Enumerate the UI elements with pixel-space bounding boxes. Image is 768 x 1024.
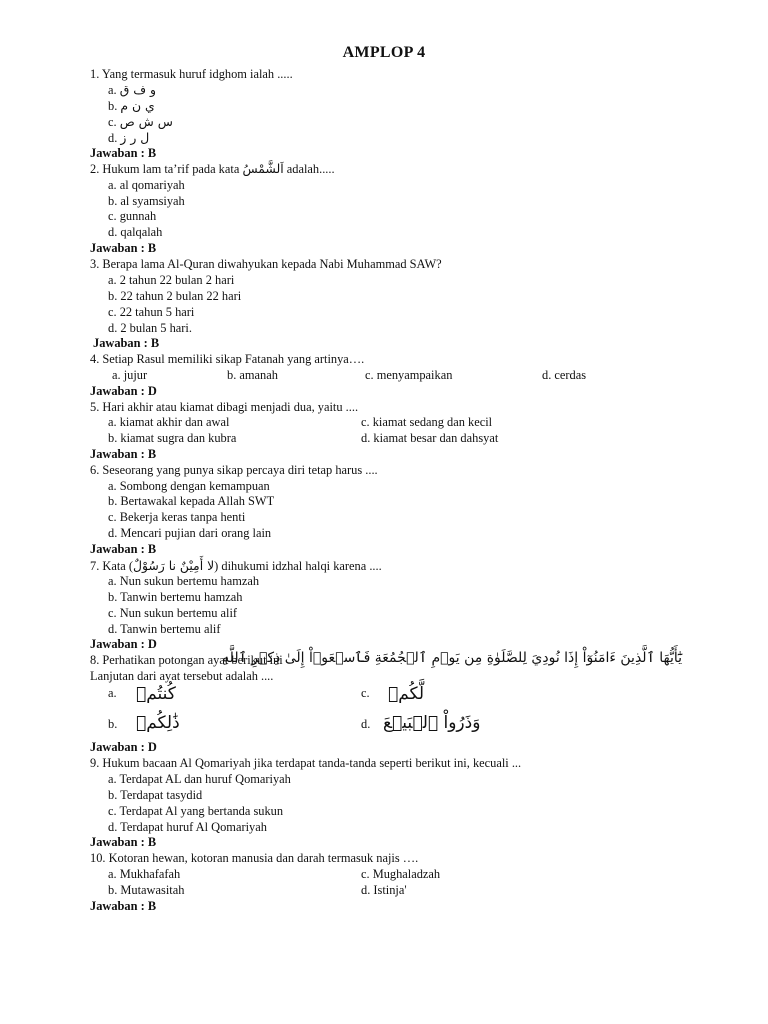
quran-verse: يَٰٓأَيُّهَا ٱلَّذِينَ ءَامَنُوٓاْ إِذَا نُودِيَ لِلصَّلَوٰةِ مِن يَوۡمِ ٱلۡجُمُعَةِ فَٱسۡعَوۡاْ إِلَىٰ ذِكۡرِ ٱللَّهِ bbox=[222, 650, 682, 666]
q10-option-d: d. Istinja' bbox=[361, 883, 407, 897]
q7-option-d: d. Tanwin bertemu alif bbox=[108, 622, 221, 636]
question-5: 5. Hari akhir atau kiamat dibagi menjadi dua, yaitu .... bbox=[90, 400, 359, 414]
question-3: 3. Berapa lama Al-Quran diwahyukan kepada Nabi Muhammad SAW? bbox=[90, 257, 442, 271]
q3-option-b: b. 22 tahun 2 bulan 22 hari bbox=[108, 289, 242, 303]
q3-answer: Jawaban : B bbox=[93, 336, 160, 350]
q8-option-c-label: c. bbox=[361, 686, 370, 700]
q5-answer: Jawaban : B bbox=[90, 447, 157, 461]
q2-option-c: c. gunnah bbox=[108, 209, 157, 223]
question-8: 8. Perhatikan potongan ayat berikut ini bbox=[90, 653, 283, 667]
q5-option-d: d. kiamat besar dan dahsyat bbox=[361, 431, 499, 445]
q7-option-a: a. Nun sukun bertemu hamzah bbox=[108, 574, 260, 588]
q10-option-c: c. Mughaladzah bbox=[361, 867, 441, 881]
q1-answer: Jawaban : B bbox=[90, 146, 157, 160]
q1-option-b: b. ي ن م bbox=[108, 98, 155, 113]
q7-answer: Jawaban : D bbox=[90, 637, 157, 651]
q8-option-d-arabic: وَذَرُواْ ٱلۡبَيۡعَ bbox=[383, 713, 481, 733]
question-1: 1. Yang termasuk huruf idghom ialah ..... bbox=[90, 67, 293, 81]
q1-option-d: d. ل ر ز bbox=[108, 130, 150, 145]
q7-option-b: b. Tanwin bertemu hamzah bbox=[108, 590, 243, 604]
q10-option-a: a. Mukhafafah bbox=[108, 867, 181, 881]
q4-option-d: d. cerdas bbox=[542, 368, 587, 382]
q6-option-b: b. Bertawakal kepada Allah SWT bbox=[108, 494, 275, 508]
q8-answer: Jawaban : D bbox=[90, 740, 157, 754]
q1-option-c: c. س ش ص bbox=[108, 114, 173, 129]
q1-option-a: a. و ف ق bbox=[108, 82, 157, 97]
q4-option-a: a. jujur bbox=[112, 368, 148, 382]
q7-option-c: c. Nun sukun bertemu alif bbox=[108, 606, 238, 620]
question-9: 9. Hukum bacaan Al Qomariyah jika terdapat tanda-tanda seperti berikut ini, kecuali ... bbox=[90, 756, 522, 770]
q8-option-b-label: b. bbox=[108, 717, 118, 731]
q5-option-b: b. kiamat sugra dan kubra bbox=[108, 431, 237, 445]
page-title: AMPLOP 4 bbox=[342, 44, 426, 61]
q3-option-d: d. 2 bulan 5 hari. bbox=[108, 321, 192, 335]
q9-answer: Jawaban : B bbox=[90, 835, 157, 849]
q6-option-c: c. Bekerja keras tanpa henti bbox=[108, 510, 246, 524]
q10-answer: Jawaban : B bbox=[90, 899, 157, 913]
question-10: 10. Kotoran hewan, kotoran manusia dan darah termasuk najis …. bbox=[90, 851, 419, 865]
q5-option-c: c. kiamat sedang dan kecil bbox=[361, 415, 493, 429]
question-8-continuation: Lanjutan dari ayat tersebut adalah .... bbox=[90, 669, 274, 683]
q3-option-a: a. 2 tahun 22 bulan 2 hari bbox=[108, 273, 235, 287]
q8-option-b-arabic: ذَٰلِكُمۡ bbox=[136, 713, 180, 733]
question-2: 2. Hukum lam ta’rif pada kata اَلشَّمْسُ adalah..... bbox=[90, 161, 335, 176]
question-6: 6. Seseorang yang punya sikap percaya diri tetap harus .... bbox=[90, 463, 378, 477]
q6-option-d: d. Mencari pujian dari orang lain bbox=[108, 526, 272, 540]
q10-option-b: b. Mutawasitah bbox=[108, 883, 185, 897]
q8-option-d-label: d. bbox=[361, 717, 371, 731]
q5-option-a: a. kiamat akhir dan awal bbox=[108, 415, 230, 429]
question-4: 4. Setiap Rasul memiliki sikap Fatanah yang artinya…. bbox=[90, 352, 365, 366]
q2-option-d: d. qalqalah bbox=[108, 225, 163, 239]
q2-answer: Jawaban : B bbox=[90, 241, 157, 255]
q4-answer: Jawaban : D bbox=[90, 384, 157, 398]
q8-option-a-arabic: كُنتُمۡ bbox=[136, 684, 176, 704]
q3-option-c: c. 22 tahun 5 hari bbox=[108, 305, 195, 319]
q9-option-a: a. Terdapat AL dan huruf Qomariyah bbox=[108, 772, 291, 786]
q6-option-a: a. Sombong dengan kemampuan bbox=[108, 479, 270, 493]
question-7: 7. Kata (لا أَمِيْنٌ نا رَسُوْلٌ) dihukumi idzhal halqi karena .... bbox=[90, 558, 382, 573]
q2-option-b: b. al syamsiyah bbox=[108, 194, 185, 208]
q9-option-d: d. Terdapat huruf Al Qomariyah bbox=[108, 820, 267, 834]
q9-option-b: b. Terdapat tasydid bbox=[108, 788, 203, 802]
q4-option-b: b. amanah bbox=[227, 368, 278, 382]
q8-option-a-label: a. bbox=[108, 686, 117, 700]
q9-option-c: c. Terdapat Al yang bertanda sukun bbox=[108, 804, 284, 818]
q2-option-a: a. al qomariyah bbox=[108, 178, 185, 192]
q6-answer: Jawaban : B bbox=[90, 542, 157, 556]
q4-option-c: c. menyampaikan bbox=[365, 368, 453, 382]
q8-option-c-arabic: لَّكُمۡ bbox=[388, 684, 425, 704]
